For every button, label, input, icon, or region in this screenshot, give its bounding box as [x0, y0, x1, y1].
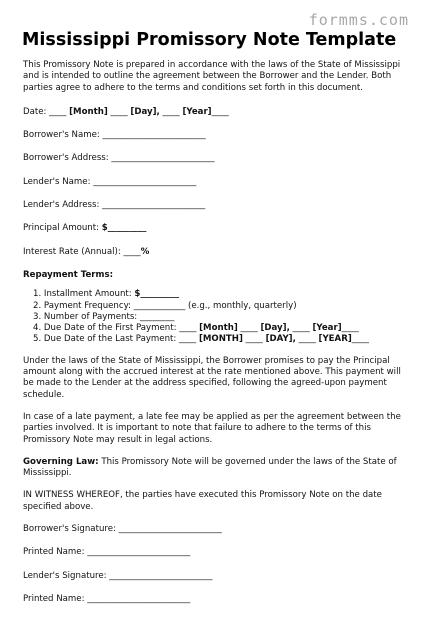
- first-date-mid2: ____: [289, 323, 313, 334]
- last-payment-date-item[interactable]: [33, 334, 403, 345]
- installment-value: $_________: [134, 289, 180, 300]
- borrower-address-field[interactable]: Borrower's Address: ________________________: [23, 153, 215, 164]
- governing-law-text: This Promissory Note will be governed under the laws of the State of Mississippi.: [23, 456, 397, 479]
- intro-paragraph: This Promissory Note is prepared in accordance with the laws of the State of Mississippi and is intended to outline the agreement between the Borrower and the Lender. Both parties agree to adhere to the terms and conditions set forth in this document.: [23, 60, 401, 93]
- payment-frequency-item[interactable]: 2. Payment Frequency: ____________ (e.g., monthly, quarterly): [33, 300, 297, 311]
- interest-label: Interest Rate (Annual): ____: [23, 246, 141, 257]
- lender-name-field[interactable]: Lender's Name: ________________________: [23, 176, 197, 187]
- number-of-payments-item[interactable]: 3. Number of Payments: ________: [33, 311, 175, 322]
- first-date-year: [Year]: [312, 323, 342, 334]
- watermark: formms.com: [308, 11, 409, 29]
- date-day: [Day],: [130, 106, 160, 117]
- first-date-suffix: ____: [341, 323, 359, 334]
- installment-label: 1. Installment Amount:: [33, 289, 135, 300]
- principal-amount-field[interactable]: [23, 223, 403, 234]
- interest-percent: %: [140, 246, 150, 257]
- page-title: Mississippi Promissory Note Template: [22, 30, 397, 50]
- last-date-mid1: ____: [242, 334, 266, 345]
- lender-signature-field[interactable]: Lender's Signature: ________________________: [23, 570, 213, 581]
- first-date-prefix: 4. Due Date of the First Payment: ____: [33, 323, 200, 334]
- last-date-mid2: ____: [295, 334, 319, 345]
- date-mid2: ____: [159, 106, 183, 117]
- lender-address-field[interactable]: Lender's Address: ________________________: [23, 200, 206, 211]
- document-body: [23, 60, 403, 617]
- last-date-day: [DAY],: [265, 334, 296, 345]
- principal-value: $_________: [101, 223, 147, 234]
- date-month: [Month]: [69, 106, 108, 117]
- first-date-mid1: ____: [237, 323, 261, 334]
- witness-paragraph: IN WITNESS WHEREOF, the parties have executed this Promissory Note on the date specified above.: [23, 490, 382, 512]
- installment-amount-item[interactable]: [33, 289, 403, 300]
- date-prefix: Date: ____: [23, 106, 70, 117]
- late-payment-paragraph: In case of a late payment, a late fee may be applied as per the agreement between the parties involved. It is important to note that failure to adhere to the terms of this Promissory Note may result in legal actions.: [23, 411, 401, 445]
- interest-rate-field[interactable]: [23, 247, 403, 258]
- date-year: [Year]: [182, 106, 212, 117]
- last-date-suffix: ____: [351, 334, 369, 345]
- last-date-prefix: 5. Due Date of the Last Payment: ____: [33, 334, 199, 345]
- borrower-name-field[interactable]: Borrower's Name: ________________________: [23, 130, 206, 141]
- repayment-list: [23, 289, 403, 345]
- last-date-year: [YEAR]: [318, 334, 352, 345]
- first-date-day: [Day],: [260, 323, 290, 334]
- borrower-printed-name-field[interactable]: Printed Name: ________________________: [23, 547, 191, 558]
- date-suffix: ____: [211, 106, 229, 117]
- lender-printed-name-field[interactable]: Printed Name: ________________________: [23, 593, 191, 604]
- governing-law-label: Governing Law:: [23, 456, 99, 467]
- repayment-heading: Repayment Terms:: [23, 269, 114, 280]
- first-date-month: [Month]: [199, 323, 238, 334]
- date-mid1: ____: [107, 106, 131, 117]
- law-paragraph: Under the laws of the State of Mississippi, the Borrower promises to pay the Principal amount along with the accrued interest at the rate mentioned above. This payment will be made to the Lender at the address specified, following the agreed-upon payment schedule.: [23, 355, 401, 400]
- borrower-signature-field[interactable]: Borrower's Signature: ________________________: [23, 524, 222, 535]
- first-payment-date-item[interactable]: [33, 323, 403, 334]
- principal-label: Principal Amount:: [23, 223, 102, 234]
- date-field[interactable]: [23, 107, 403, 118]
- last-date-month: [MONTH]: [198, 334, 243, 345]
- governing-law-paragraph: [23, 457, 403, 480]
